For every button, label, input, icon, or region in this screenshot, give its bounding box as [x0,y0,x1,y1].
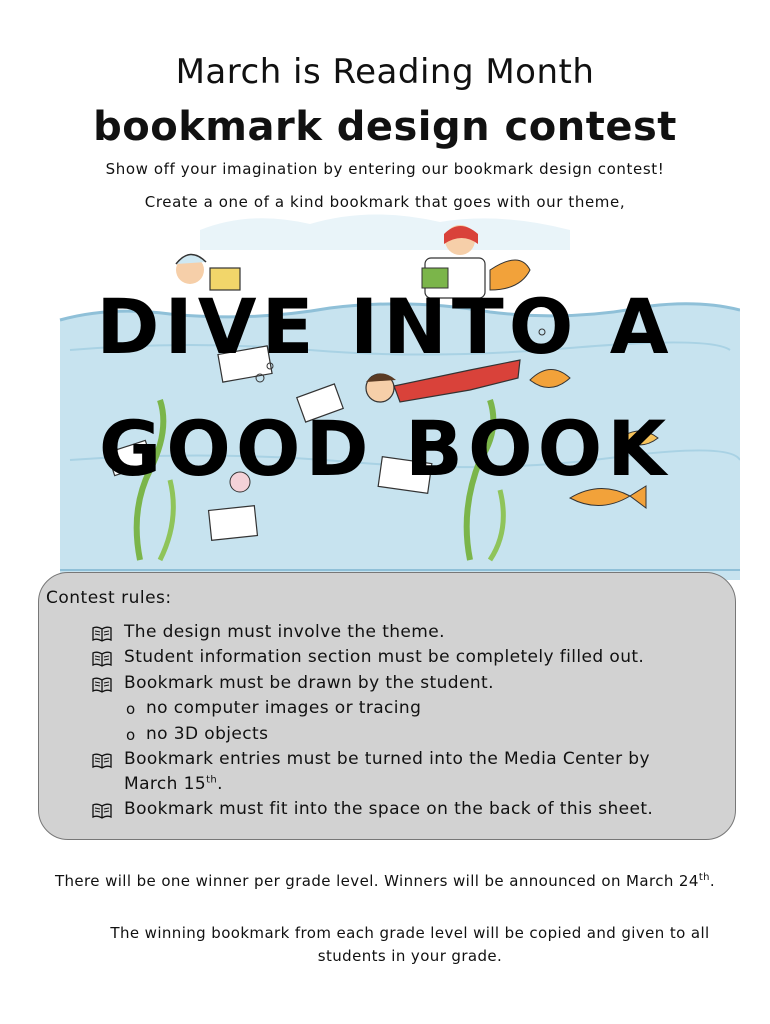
page-title: bookmark design contest [93,104,677,150]
rule-item-3: Bookmark must be drawn by the student. [124,673,494,693]
open-book-icon [92,677,112,693]
sub-bullet: o [126,700,136,718]
theme-line-2: GOOD BOOK [98,404,672,493]
rule-subitem-1: no computer images or tracing [146,698,422,718]
underwater-illustration [50,210,740,580]
open-book-icon [92,626,112,642]
subtitle: March is Reading Month [175,52,595,92]
rule-subitem-2: no 3D objects [146,724,269,744]
rule-item-5: Bookmark must fit into the space on the back of this sheet. [124,799,654,819]
winner-announcement-period: . [709,872,716,890]
rule-item-4: Bookmark entries must be turned into the Media Center by [124,749,650,769]
open-book-icon [92,753,112,769]
sub-bullet: o [126,726,136,744]
open-book-icon [92,651,112,667]
theme-line-1: DIVE INTO A [96,282,674,371]
rule-item-2: Student information section must be completely filled out. [124,647,645,667]
open-book-icon [92,803,112,819]
rules-heading: Contest rules: [46,588,172,608]
ordinal-suffix: th [698,872,710,883]
winner-announcement-text: There will be one winner per grade level. Winners will be announced on March 24 [54,872,699,890]
ordinal-suffix: th [206,774,218,786]
rule-item-4-date: March 15 [124,774,207,794]
rule-item-4-continued [124,774,223,794]
intro-line-2: Create a one of a kind bookmark that goes with our theme, [144,193,626,211]
intro-line-1: Show off your imagination by entering our bookmark design contest! [105,160,665,178]
rule-item-4-period: . [217,774,223,794]
winner-announcement [0,872,770,890]
winning-bookmark-note: The winning bookmark from each grade level will be copied and given to all students in your grade. [110,924,710,965]
rule-item-1: The design must involve the theme. [124,622,445,642]
